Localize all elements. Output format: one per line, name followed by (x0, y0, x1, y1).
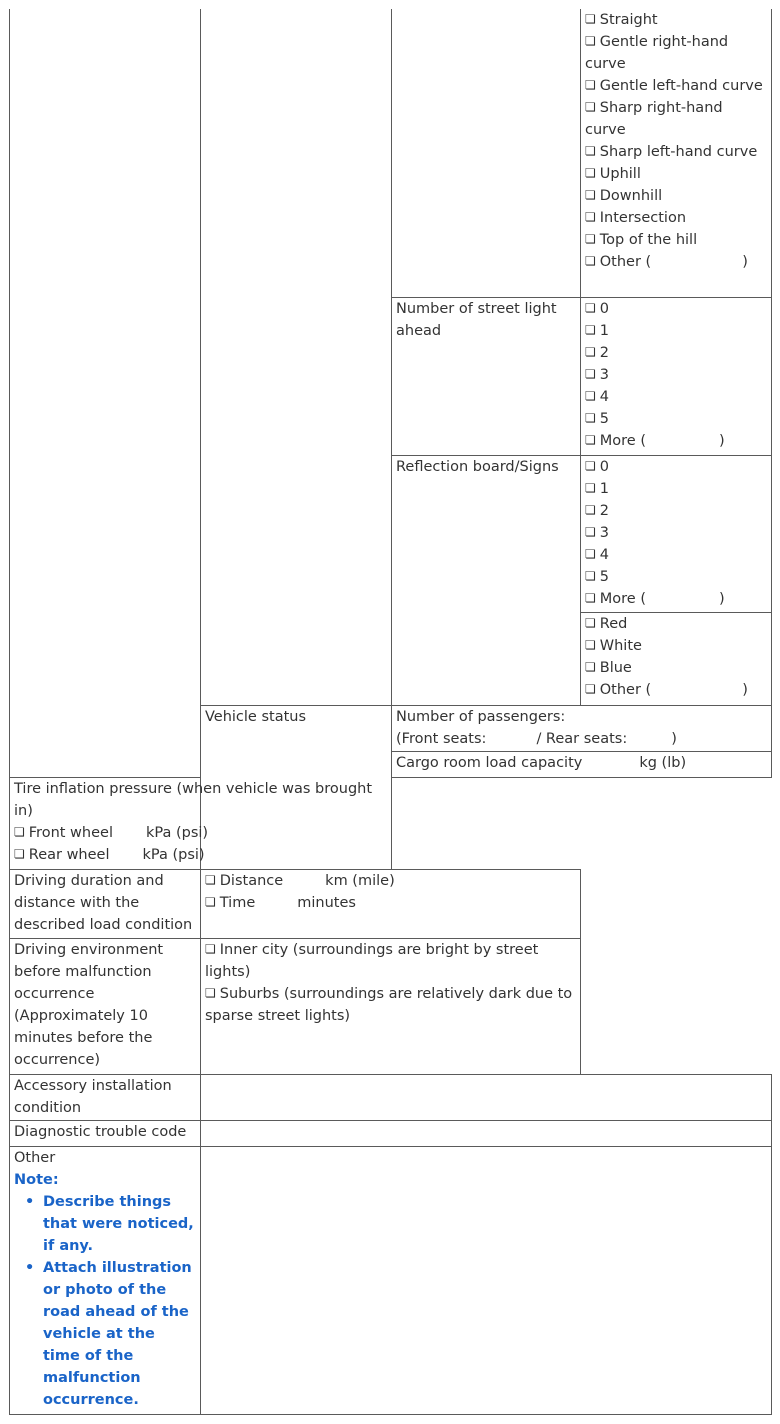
note-title: Note: (14, 1171, 59, 1188)
cargo-unit: kg (lb) (639, 754, 687, 771)
front-wheel-unit: kPa (psi) (145, 824, 209, 841)
other-label: Other (14, 1149, 56, 1166)
road-shape-label (392, 9, 581, 297)
front-seats-label: (Front seats: (396, 730, 487, 747)
checkbox-light-5[interactable]: ❏ 5 (585, 408, 767, 430)
street-light-options (581, 297, 772, 455)
checkbox-time[interactable]: ❏ Time (205, 895, 255, 911)
street-light-label: Number of street light ahead (392, 297, 581, 455)
vehicle-status-label: Vehicle status (201, 705, 392, 869)
checkbox-reflection-5[interactable]: ❏ 5 (585, 566, 767, 588)
driving-duration-cell (201, 869, 581, 938)
passengers-close: ) (671, 730, 677, 747)
other-value[interactable] (201, 1146, 772, 1414)
checkbox-rear-wheel[interactable]: ❏ Rear wheel (14, 847, 110, 863)
checkbox-inner-city[interactable]: ❏ Inner city (surroundings are bright by street lights) (205, 939, 576, 983)
tire-pressure-label: Tire inflation pressure (when vehicle was brought in) (14, 780, 373, 819)
checkbox-reflection-2[interactable]: ❏ 2 (585, 500, 767, 522)
cargo-cell (392, 751, 772, 777)
checkbox-color-white[interactable]: ❏ White (585, 635, 767, 657)
road-shape-options (581, 9, 772, 297)
checkbox-sharp-right-curve[interactable]: ❏ Sharp right-hand curve (585, 97, 767, 141)
checkbox-straight[interactable]: ❏ Straight (585, 9, 767, 31)
color-other-close: ) (742, 681, 748, 698)
accessory-value[interactable] (201, 1074, 772, 1120)
reflection-options (581, 455, 772, 612)
checkbox-reflection-more[interactable]: ❏ More ( (585, 591, 646, 607)
checkbox-light-1[interactable]: ❏ 1 (585, 320, 767, 342)
checkbox-color-red[interactable]: ❏ Red (585, 613, 767, 635)
other-road-close: ) (742, 254, 748, 270)
driving-env-label: Driving environment before malfunction occurrence (Approximately 10 minutes before the occurrence) (10, 938, 201, 1074)
checkbox-reflection-3[interactable]: ❏ 3 (585, 522, 767, 544)
accessory-label: Accessory installation condition (10, 1074, 201, 1120)
checkbox-downhill[interactable]: ❏ Downhill (585, 185, 767, 207)
checkbox-intersection[interactable]: ❏ Intersection (585, 207, 767, 229)
light-more-close: ) (718, 432, 725, 449)
passengers-cell (392, 705, 772, 751)
checkbox-other-road[interactable]: ❏ Other ( (585, 254, 651, 270)
checkbox-suburbs[interactable]: ❏ Suburbs (surroundings are relatively dark due to sparse street lights) (205, 983, 576, 1027)
checkbox-light-more[interactable]: ❏ More ( (585, 433, 646, 449)
checkbox-uphill[interactable]: ❏ Uphill (585, 163, 767, 185)
checkbox-reflection-1[interactable]: ❏ 1 (585, 478, 767, 500)
diagnosis-form-table (9, 9, 772, 1415)
note-item: • Attach illustration or photo of the road ahead of the vehicle at the time of the malfunction occurrence. (43, 1257, 196, 1411)
checkbox-gentle-right-curve[interactable]: ❏ Gentle right-hand curve (585, 31, 767, 75)
checkbox-light-0[interactable]: ❏ 0 (585, 298, 767, 320)
checkbox-light-4[interactable]: ❏ 4 (585, 386, 767, 408)
passengers-label: Number of passengers: (396, 708, 566, 725)
dtc-value[interactable] (201, 1120, 772, 1146)
subsection-empty (201, 9, 392, 705)
driving-env-cell (201, 938, 581, 1074)
checkbox-color-other[interactable]: ❏ Other ( (585, 682, 651, 698)
checkbox-reflection-0[interactable]: ❏ 0 (585, 456, 767, 478)
section-left-empty (10, 9, 201, 777)
checkbox-color-blue[interactable]: ❏ Blue (585, 657, 767, 679)
checkbox-light-3[interactable]: ❏ 3 (585, 364, 767, 386)
note-list (14, 1191, 196, 1411)
tire-pressure-cell (10, 777, 392, 869)
cargo-label: Cargo room load capacity (396, 754, 583, 771)
checkbox-light-2[interactable]: ❏ 2 (585, 342, 767, 364)
checkbox-front-wheel[interactable]: ❏ Front wheel (14, 825, 113, 841)
dtc-label: Diagnostic trouble code (10, 1120, 201, 1146)
driving-duration-label: Driving duration and distance with the described load condition (10, 869, 201, 938)
rear-seats-label: / Rear seats: (536, 730, 628, 747)
checkbox-distance[interactable]: ❏ Distance (205, 873, 283, 889)
checkbox-gentle-left-curve[interactable]: ❏ Gentle left-hand curve (585, 75, 767, 97)
checkbox-reflection-4[interactable]: ❏ 4 (585, 544, 767, 566)
checkbox-sharp-left-curve[interactable]: ❏ Sharp left-hand curve (585, 141, 767, 163)
distance-unit: km (mile) (325, 872, 395, 889)
rear-wheel-unit: kPa (psi) (142, 846, 205, 863)
reflection-colors (581, 612, 772, 705)
reflection-more-close: ) (718, 590, 725, 607)
reflection-label: Reflection board/Signs (392, 455, 581, 705)
checkbox-top-of-hill[interactable]: ❏ Top of the hill (585, 229, 767, 251)
time-unit: minutes (297, 894, 356, 911)
other-cell (10, 1146, 201, 1414)
note-item: • Describe things that were noticed, if any. (43, 1191, 196, 1257)
